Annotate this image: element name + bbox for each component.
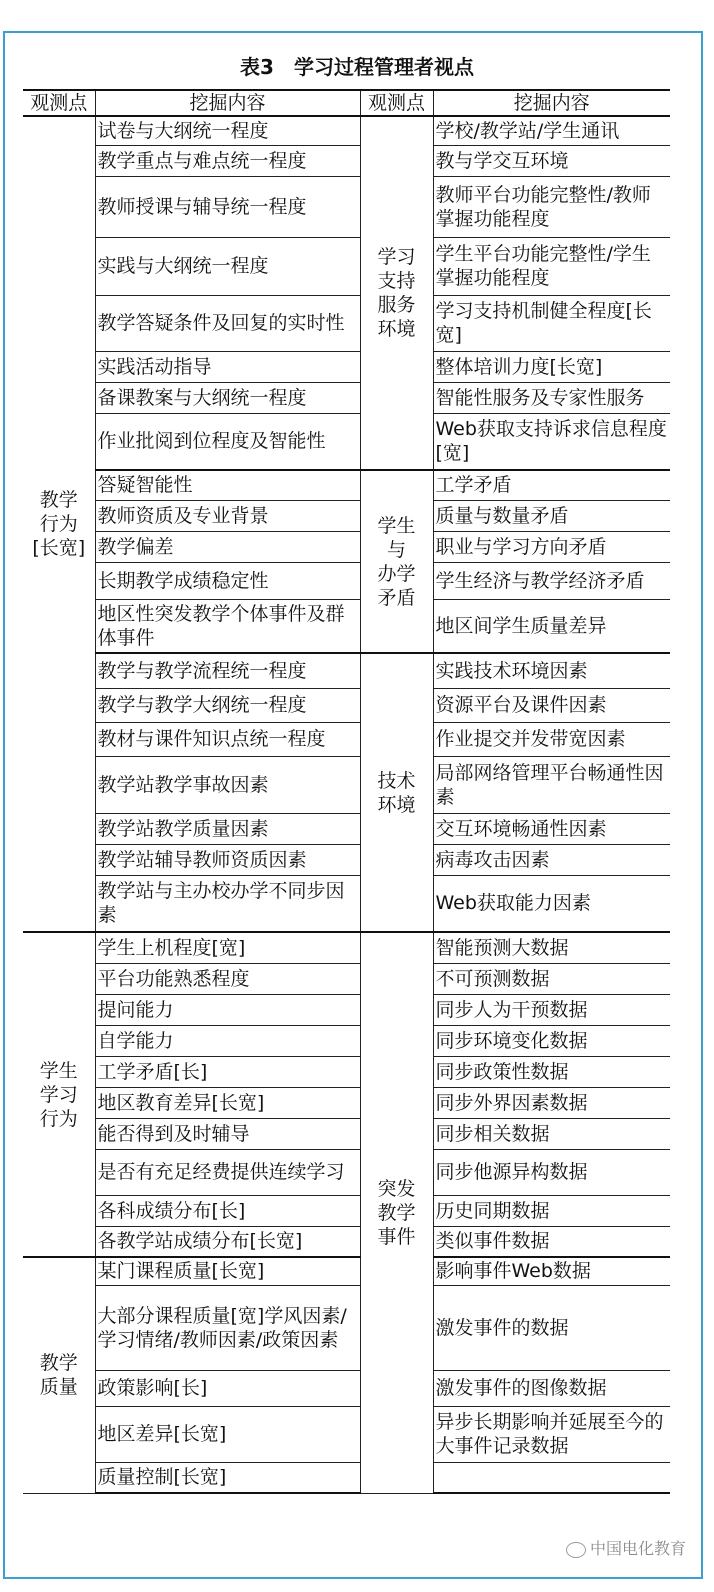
mining-content-cell: 教师平台功能完整性/教师掌握功能程度 [433, 176, 670, 237]
mining-content-cell: 学生上机程度[宽] [95, 932, 360, 963]
mining-content-cell: 教材与课件知识点统一程度 [95, 722, 360, 756]
observation-point-cell: 教学 质量 [23, 1257, 95, 1493]
table-row [23, 1025, 670, 1056]
mining-content-cell: 各教学站成绩分布[长宽] [95, 1226, 360, 1257]
observation-point-cell: 突发 教学 事件 [360, 932, 433, 1493]
mining-content-cell: 历史同期数据 [433, 1195, 670, 1226]
mining-content-cell: 同步他源异构数据 [433, 1149, 670, 1195]
observation-table [23, 89, 670, 1494]
table-row [23, 688, 670, 722]
table-row [23, 413, 670, 470]
mining-content-cell: 同步相关数据 [433, 1118, 670, 1149]
mining-content-cell: 教学偏差 [95, 531, 360, 562]
table-row [23, 1462, 670, 1493]
mining-content-cell: 激发事件的图像数据 [433, 1370, 670, 1406]
table-row [23, 844, 670, 875]
mining-content-cell: 平台功能熟悉程度 [95, 963, 360, 994]
mining-content-cell: 备课教案与大纲统一程度 [95, 382, 360, 413]
mining-content-cell: 激发事件的数据 [433, 1285, 670, 1370]
table-row [23, 531, 670, 562]
mining-content-cell: 地区教育差异[长宽] [95, 1087, 360, 1118]
mining-content-cell: 影响事件Web数据 [433, 1257, 670, 1285]
mining-content-cell: 地区间学生质量差异 [433, 599, 670, 653]
table-row [23, 1149, 670, 1195]
mining-content-cell: 不可预测数据 [433, 963, 670, 994]
header-observation-point: 观测点 [360, 90, 433, 116]
table-row [23, 237, 670, 295]
table-row [23, 116, 670, 145]
mining-content-cell: 同步环境变化数据 [433, 1025, 670, 1056]
table-row [23, 500, 670, 531]
mining-content-cell: Web获取支持诉求信息程度[宽] [433, 413, 670, 470]
mining-content-cell: 自学能力 [95, 1025, 360, 1056]
mining-content-cell: 教学站辅导教师资质因素 [95, 844, 360, 875]
mining-content-cell: 智能性服务及专家性服务 [433, 382, 670, 413]
mining-content-cell: 长期教学成绩稳定性 [95, 562, 360, 599]
mining-content-cell: 教学重点与难点统一程度 [95, 145, 360, 176]
mining-content-cell [433, 1462, 670, 1493]
mining-content-cell: 教学站教学事故因素 [95, 756, 360, 813]
mining-content-cell: 提问能力 [95, 994, 360, 1025]
table-row [23, 813, 670, 844]
mining-content-cell: 教师资质及专业背景 [95, 500, 360, 531]
table-row [23, 1226, 670, 1257]
table-row [23, 722, 670, 756]
table-row [23, 176, 670, 237]
table-row [23, 932, 670, 963]
mining-content-cell: 同步人为干预数据 [433, 994, 670, 1025]
table-row [23, 1406, 670, 1462]
table-row [23, 1118, 670, 1149]
mining-content-cell: 交互环境畅通性因素 [433, 813, 670, 844]
mining-content-cell: 病毒攻击因素 [433, 844, 670, 875]
table-row [23, 1195, 670, 1226]
mining-content-cell: 学习支持机制健全程度[长宽] [433, 295, 670, 351]
table-row [23, 1257, 670, 1285]
mining-content-cell: 职业与学习方向矛盾 [433, 531, 670, 562]
table-header-row [23, 90, 670, 116]
mining-content-cell: 答疑智能性 [95, 470, 360, 500]
mining-content-cell: 教学与教学大纲统一程度 [95, 688, 360, 722]
watermark-text: 中国电化教育 [589, 1539, 686, 1558]
mining-content-cell: 教学站与主办校办学不同步因素 [95, 875, 360, 932]
mining-content-cell: 教与学交互环境 [433, 145, 670, 176]
mining-content-cell: 同步政策性数据 [433, 1056, 670, 1087]
mining-content-cell: 质量控制[长宽] [95, 1462, 360, 1493]
mining-content-cell: 教学与教学流程统一程度 [95, 653, 360, 688]
mining-content-cell: 实践技术环境因素 [433, 653, 670, 688]
mining-content-cell: 实践活动指导 [95, 351, 360, 382]
mining-content-cell: 试卷与大纲统一程度 [95, 116, 360, 145]
mining-content-cell: 智能预测大数据 [433, 932, 670, 963]
table-row [23, 994, 670, 1025]
mining-content-cell: 实践与大纲统一程度 [95, 237, 360, 295]
mining-content-cell: 资源平台及课件因素 [433, 688, 670, 722]
mining-content-cell: 教学答疑条件及回复的实时性 [95, 295, 360, 351]
observation-point-cell: 学习 支持 服务 环境 [360, 116, 433, 470]
mining-content-cell: 政策影响[长] [95, 1370, 360, 1406]
table-row [23, 145, 670, 176]
table-row [23, 1370, 670, 1406]
mining-content-cell: 质量与数量矛盾 [433, 500, 670, 531]
mining-content-cell: 地区差异[长宽] [95, 1406, 360, 1462]
mining-content-cell: 异步长期影响并延展至今的大事件记录数据 [433, 1406, 670, 1462]
observation-point-cell: 学生 与 办学 矛盾 [360, 470, 433, 653]
table-row [23, 1285, 670, 1370]
table-row [23, 756, 670, 813]
mining-content-cell: 某门课程质量[长宽] [95, 1257, 360, 1285]
table-row [23, 599, 670, 653]
header-observation-point: 观测点 [23, 90, 95, 116]
table-row [23, 963, 670, 994]
mining-content-cell: 能否得到及时辅导 [95, 1118, 360, 1149]
table-row [23, 1087, 670, 1118]
mining-content-cell: 各科成绩分布[长] [95, 1195, 360, 1226]
table-row [23, 382, 670, 413]
header-mining-content: 挖掘内容 [433, 90, 670, 116]
mining-content-cell: 工学矛盾[长] [95, 1056, 360, 1087]
mining-content-cell: 教学站教学质量因素 [95, 813, 360, 844]
header-mining-content: 挖掘内容 [95, 90, 360, 116]
mining-content-cell: 地区性突发教学个体事件及群体事件 [95, 599, 360, 653]
table-row [23, 653, 670, 688]
mining-content-cell: 作业提交并发带宽因素 [433, 722, 670, 756]
mining-content-cell: 大部分课程质量[宽]学风因素/学习情绪/教师因素/政策因素 [95, 1285, 360, 1370]
table-row [23, 470, 670, 500]
table-row [23, 295, 670, 351]
observation-point-cell: 技术 环境 [360, 653, 433, 932]
table-row [23, 562, 670, 599]
mining-content-cell: 学校/教学站/学生通讯 [433, 116, 670, 145]
mining-content-cell: Web获取能力因素 [433, 875, 670, 932]
mining-content-cell: 整体培训力度[长宽] [433, 351, 670, 382]
mining-content-cell: 局部网络管理平台畅通性因素 [433, 756, 670, 813]
source-watermark [566, 1536, 686, 1559]
mining-content-cell: 学生经济与教学经济矛盾 [433, 562, 670, 599]
mining-content-cell: 作业批阅到位程度及智能性 [95, 413, 360, 470]
table-row [23, 1056, 670, 1087]
table-title: 表3 学习过程管理者视点 [240, 55, 474, 79]
mining-content-cell: 学生平台功能完整性/学生掌握功能程度 [433, 237, 670, 295]
observation-point-cell: 教学 行为 [长宽] [23, 116, 95, 932]
table-row [23, 875, 670, 932]
mining-content-cell: 工学矛盾 [433, 470, 670, 500]
mining-content-cell: 是否有充足经费提供连续学习 [95, 1149, 360, 1195]
wechat-icon [566, 1542, 586, 1558]
mining-content-cell: 类似事件数据 [433, 1226, 670, 1257]
table-row [23, 351, 670, 382]
mining-content-cell: 同步外界因素数据 [433, 1087, 670, 1118]
observation-point-cell: 学生 学习 行为 [23, 932, 95, 1257]
mining-content-cell: 教师授课与辅导统一程度 [95, 176, 360, 237]
